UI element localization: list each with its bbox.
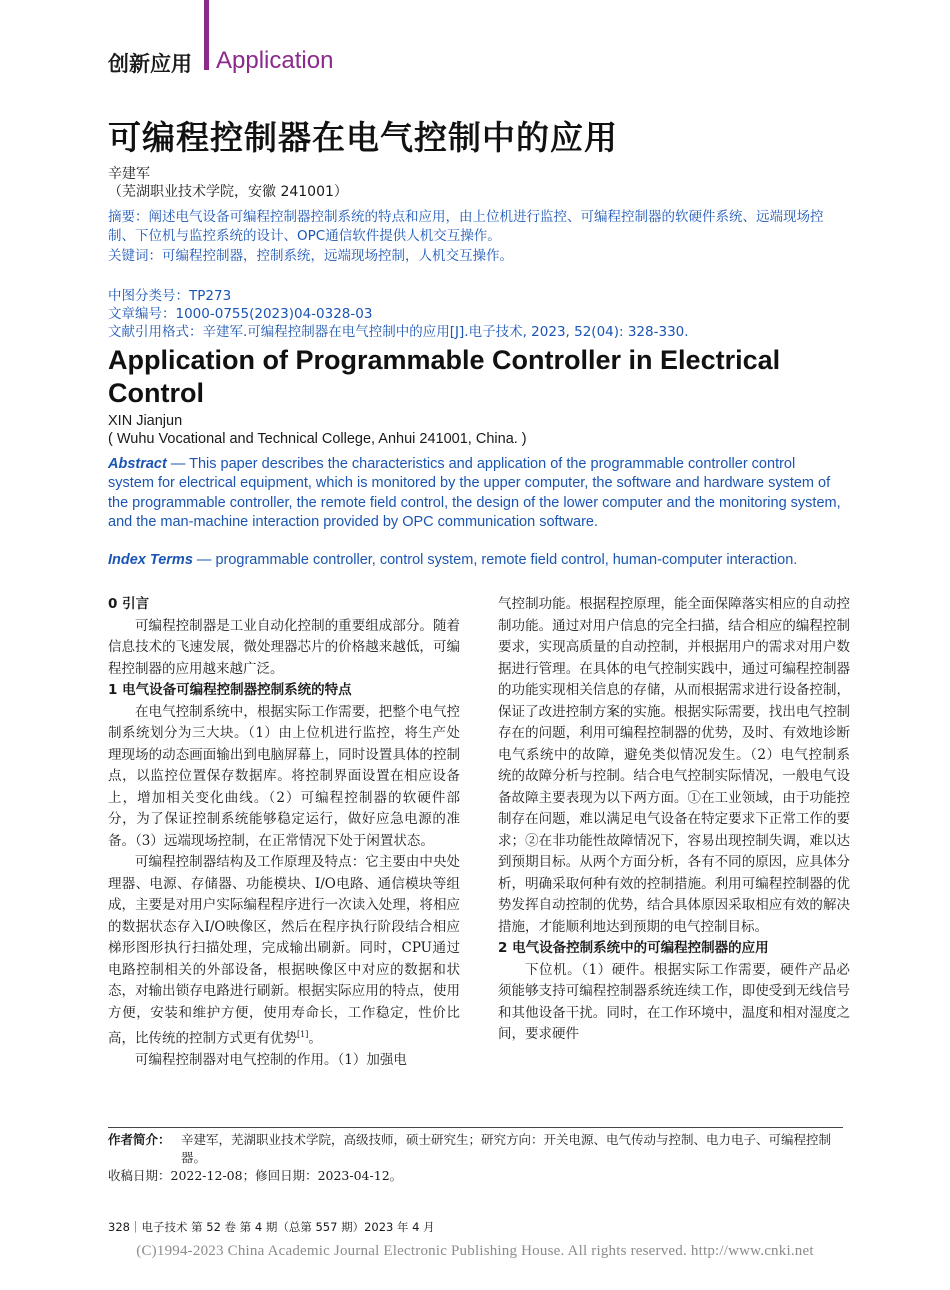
header-accent-bar <box>204 0 209 70</box>
paragraph <box>108 852 460 1050</box>
body-column-left <box>108 594 460 1072</box>
affiliation-cn: （芜湖职业技术学院，安徽 241001） <box>108 184 348 200</box>
author-bio-footnote <box>108 1131 843 1165</box>
affiliation-en: ( Wuhu Vocational and Technical College, Anhui 241001, China. ) <box>108 431 527 447</box>
page-footer: 328｜电子技术 第 52 卷 第 4 期（总第 557 期）2023 年 4 月 <box>108 1220 435 1234</box>
reference-marker[interactable]: [1] <box>297 1030 309 1039</box>
paragraph-text: 可编程控制器结构及工作原理及特点：它主要由中央处理器、电源、存储器、功能模块、I/O电路、通信模块等组成，主要是对用户实际编程程序进行一次读入处理，将相应的数据状态存入I/O映像区，然后在程序执行阶段结合相应梯形图形执行扫描处理，完成输出刷新。同时，CPU通过电路控制相关的外部设备，根据映像区中对应的数据和状态，对输出锁存电路进行刷新。根据实际应用的特点，使用方便，安装和维护方便，使用寿命长，工作稳定，性价比高，比传统的控制方式更有优势 <box>108 854 460 1047</box>
index-terms-label: Index Terms <box>108 552 193 568</box>
paragraph: 气控制功能。根据程控原理，能全面保障落实相应的自动控制功能。通过对用户信息的完全扫描，结合相应的编程控制要求，实现高质量的自动控制，并根据用户的需求对用户数据进行管理。在具体的电气控制实践中，通过可编程控制器的功能实现相关信息的存储，从而根据需求进行设备控制，保证了改进控制方案的实施。根据实际需要，找出电气控制存在的问题，利用可编程控制器的优势，及时、有效地诊断电气系统中的故障，避免类似情况发生。（2）电气控制系统的故障分析与控制。结合电气控制实际情况，一般电气设备故障主要表现为以下两方面。①在工业领域，由于功能控制存在问题，难以满足电气设备在特定要求下正常工作的要求；②在非功能性故障情况下，容易出现控制失调，难以达到预期目标。从两个方面分析，各有不同的原因，应具体分析，明确采取何种有效的控制措施。利用可编程控制器的优势发挥自动控制的优势，结合具体原因采取相应有效的解决措施，才能顺利地达到预期的电气控制目标。 <box>498 596 850 935</box>
section-label-en: Application <box>216 47 334 74</box>
paragraph: 可编程控制器对电气控制的作用。（1）加强电 <box>135 1052 407 1068</box>
document-number: 文章编号：1000-0755(2023)04-0328-03 <box>108 306 373 322</box>
footnote-text: 辛建军，芜湖职业技术学院，高级技师，硕士研究生；研究方向：开关电源、电气传动与控制、电力电子、可编程控制器。 <box>181 1132 832 1165</box>
section-heading-1: 1 电气设备可编程控制器控制系统的特点 <box>108 682 352 698</box>
index-terms-text: — programmable controller, control system, remote field control, human-computer interaction. <box>192 552 798 568</box>
keywords-cn: 关键词：可编程控制器，控制系统，远端现场控制，人机交互操作。 <box>108 248 513 264</box>
received-dates: 收稿日期：2022-12-08；修回日期：2023-04-12。 <box>108 1168 403 1183</box>
paragraph: 下位机。（1）硬件。根据实际工作需要，硬件产品必须能够支持可编程控制器系统连续工作，即使受到无线信号和其他设备干扰。同时，在工作环境中，温度和相对湿度之间，要求硬件 <box>498 961 850 1042</box>
abstract-en <box>108 455 843 532</box>
page-title-en: Application of Programmable Controller in Electrical Control <box>108 345 781 408</box>
body-column-right <box>498 594 850 1046</box>
abstract-en-text: — This paper describes the characteristics and application of the programmable controller control system for electrical equipment, which is monitored by the upper computer, the software and hardware system of the programmable controller, the remote field control, the design of the lower computer and the monitoring system, and the man-machine interaction provided by OPC communication software. <box>108 456 841 530</box>
page-title-cn: 可编程控制器在电气控制中的应用 <box>108 118 618 157</box>
author-cn: 辛建军 <box>108 166 150 182</box>
abstract-cn: 摘要：阐述电气设备可编程控制器控制系统的特点和应用，由上位机进行监控、可编程控制器的软硬件系统、远端现场控制、下位机与监控系统的设计、OPC通信软件提供人机交互操作。 <box>108 209 824 244</box>
copyright-watermark: (C)1994-2023 China Academic Journal Electronic Publishing House. All rights reserved. http://www.cnki.net <box>136 1243 814 1259</box>
classification-number: 中图分类号：TP273 <box>108 288 232 304</box>
paragraph-end: 。 <box>308 1030 322 1047</box>
section-label-cn: 创新应用 <box>108 52 192 76</box>
citation-format: 文献引用格式：辛建军.可编程控制器在电气控制中的应用[J].电子技术, 2023, 52(04): 328-330. <box>108 324 689 340</box>
section-heading-0: 0 引言 <box>108 596 150 612</box>
footnote-label: 作者简介： <box>108 1132 171 1147</box>
abstract-en-label: Abstract <box>108 456 167 472</box>
footnote-divider <box>108 1127 843 1128</box>
paragraph: 在电气控制系统中，根据实际工作需要，把整个电气控制系统划分为三大块。（1）由上位机进行监控，将生产处理现场的动态画面输出到电脑屏幕上，同时设置具体的控制点，以监控位置保存数据库。将控制界面设置在相应设备上，增加相关变化曲线。（2）可编程控制器的软硬件部分，为了保证控制系统能够稳定运行，做好应急电源的准备。（3）远端现场控制，在正常情况下处于闲置状态。 <box>108 703 460 849</box>
paragraph: 可编程控制器是工业自动化控制的重要组成部分。随着信息技术的飞速发展，微处理器芯片的价格越来越低，可编程控制器的应用越来越广泛。 <box>108 617 460 677</box>
index-terms-en <box>108 551 843 570</box>
author-en: XIN Jianjun <box>108 413 183 429</box>
section-heading-2: 2 电气设备控制系统中的可编程控制器的应用 <box>498 940 769 956</box>
